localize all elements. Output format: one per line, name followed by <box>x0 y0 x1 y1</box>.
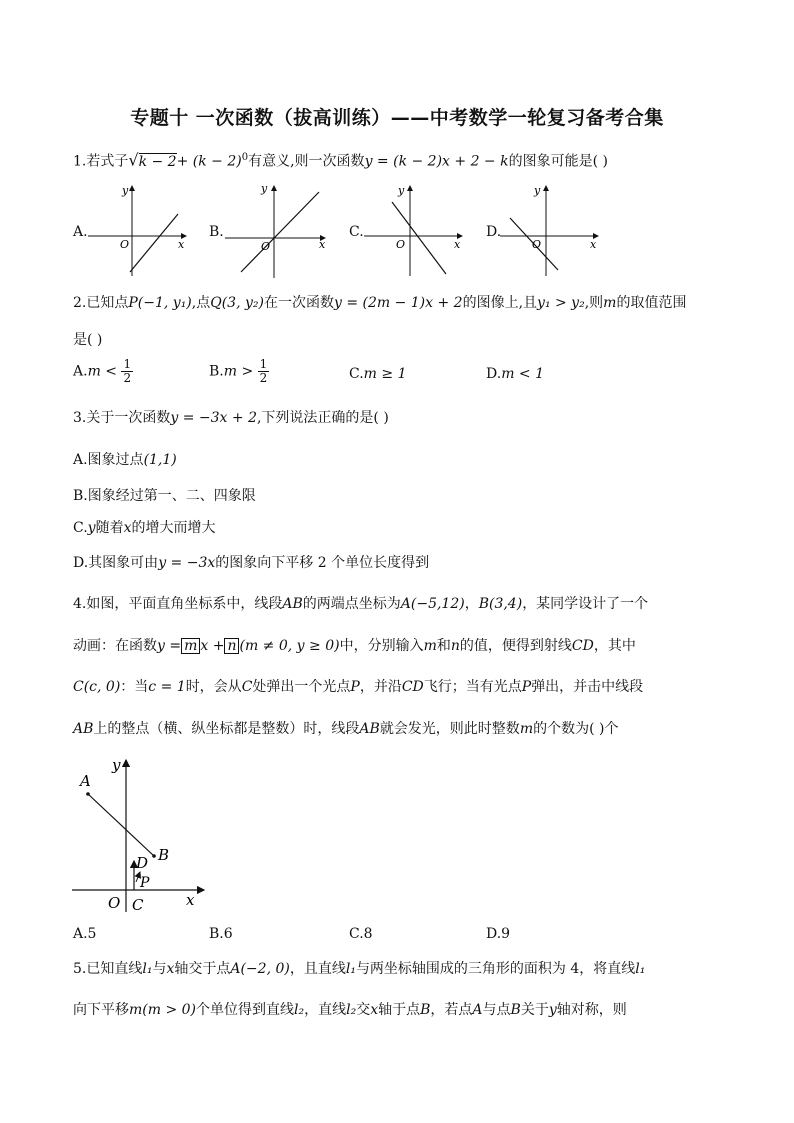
y-axis-label: y <box>398 184 405 197</box>
q2-option-c-label: C. <box>349 366 364 382</box>
q5-b: B <box>420 1002 431 1018</box>
q4-text: 的个数为( )个 <box>533 721 619 737</box>
q2-option-a-label: A. <box>73 363 88 380</box>
x-axis-label: x <box>454 238 461 251</box>
q1-graph-a <box>88 180 192 278</box>
q4-input-box-n: n <box>224 638 239 654</box>
q5-line-l1: l₁ <box>635 961 646 977</box>
q4-x-plus: x + <box>200 638 225 654</box>
q2-option-a <box>73 358 133 385</box>
origin-label: O <box>261 240 271 253</box>
x-axis-label: x <box>590 238 597 251</box>
q4-text: 处弹出一个光点 <box>252 679 351 695</box>
q5-text: 5.已知直线 <box>73 961 143 977</box>
x-axis-label: x <box>186 891 195 909</box>
q3-option-a-text: A.图象过点 <box>73 452 144 468</box>
label-a: A <box>80 772 91 790</box>
q3-option-c-label: C. <box>73 520 88 536</box>
q2-option-a-expr: m < <box>87 363 118 380</box>
q4-text: 就会发光，则此时整数 <box>379 721 520 737</box>
q4-text: ， <box>464 596 479 612</box>
q4-text: 时，会从 <box>185 679 242 695</box>
q4-text: 动画：在函数 <box>73 638 157 654</box>
label-p: P <box>140 875 150 891</box>
q3-option-d-func: y = −3x <box>158 555 216 571</box>
q4-ab-label: AB <box>359 721 380 737</box>
q1-sqrt-expr: k − 2 <box>138 153 177 170</box>
origin-label: O <box>532 238 542 251</box>
q3-option-c-x: x <box>123 520 132 536</box>
q3-option-c-mid: 随着 <box>95 520 124 536</box>
page-title: 专题十 一次函数（拔高训练）——中考数学一轮复习备考合集 <box>130 107 664 129</box>
q1-exponent: 0 <box>241 152 249 163</box>
label-b: B <box>158 846 170 864</box>
q4-text: 弹出，并击中线段 <box>531 679 644 695</box>
q4-segment-ab: AB <box>282 596 303 612</box>
q1-function: y = (k − 2)x + 2 − k <box>364 153 509 170</box>
q5-point-a: A(−2, 0) <box>230 961 290 977</box>
q2-function: y = (2m − 1)x + 2 <box>333 295 463 311</box>
q5-a: A <box>472 1002 483 1018</box>
q4-stem-line2 <box>73 636 733 656</box>
q4-ray-cd: CD <box>571 638 594 654</box>
q5-stem-line1 <box>73 959 733 979</box>
q4-m: m <box>519 721 534 737</box>
q1-option-a-label: A. <box>73 224 88 240</box>
q2-option-b-fraction <box>258 358 270 385</box>
q4-condition: (m ≠ 0, y ≥ 0) <box>239 638 340 654</box>
q4-text: ，并沿 <box>359 679 402 695</box>
q2-text-a: 2.已知点 <box>73 295 129 311</box>
q1-text-c: 有意义,则一次函数 <box>248 153 365 170</box>
q1-text-a: 1.若式子 <box>73 153 129 170</box>
q4-stem-line3 <box>73 677 733 697</box>
q3-option-a <box>73 450 733 470</box>
q2-option-b-label: B. <box>209 363 224 380</box>
y-axis-label: y <box>261 182 268 195</box>
q4-option-c: C.8 <box>349 926 373 942</box>
q5-text: 交 <box>356 1002 371 1018</box>
fraction-numerator: 1 <box>259 357 268 371</box>
q2-point-q: Q(3, y₂) <box>210 295 264 311</box>
q2-option-a-fraction <box>121 358 133 385</box>
q4-cd-label: CD <box>401 679 424 695</box>
q5-text: 向下平移 <box>73 1002 129 1018</box>
q2-option-b-expr: m > <box>223 363 254 380</box>
fraction-numerator: 1 <box>123 357 132 371</box>
q5-line-l1: l₁ <box>345 961 356 977</box>
q5-text: 与 <box>152 961 167 977</box>
q4-option-b: B.6 <box>209 926 233 942</box>
q4-c-value: c = 1 <box>148 679 186 695</box>
q4-p-label: P <box>350 679 360 695</box>
segment-ab <box>88 794 154 856</box>
q1-stem <box>73 148 733 172</box>
function-line <box>241 192 319 272</box>
q4-input-box-m: m <box>181 638 200 654</box>
q2-text-c: 在一次函数 <box>263 295 334 311</box>
q4-text: 的两端点坐标为 <box>302 596 401 612</box>
q4-text: 飞行；当有光点 <box>423 679 522 695</box>
q4-option-a: A.5 <box>73 926 97 942</box>
q5-text: 与两坐标轴围成的三角形的面积为 4，将直线 <box>355 961 636 977</box>
fraction-denominator: 2 <box>259 371 268 385</box>
q2-option-d-expr: m < 1 <box>501 366 545 382</box>
q3-option-b: B.图象经过第一、二、四象限 <box>73 488 256 504</box>
q3-option-c-post: 的增大而增大 <box>131 520 216 536</box>
q2-text-f: 的取值范围 <box>616 295 687 311</box>
q5-m-condition: m(m > 0) <box>129 1002 197 1018</box>
q4-text: ：当 <box>120 679 149 695</box>
sqrt-sign: √ <box>128 150 139 170</box>
q4-point-b: B(3,4) <box>478 596 523 612</box>
q3-text-a: 3.关于一次函数 <box>73 410 171 426</box>
fraction-denominator: 2 <box>123 371 132 385</box>
q5-stem-line2 <box>73 1000 733 1020</box>
q5-text: ，直线 <box>304 1002 347 1018</box>
q4-text: ，某同学设计了一个 <box>522 596 649 612</box>
q3-stem <box>73 408 733 428</box>
q5-y: y <box>548 1002 557 1018</box>
y-axis-label: y <box>534 184 541 197</box>
q4-option-d: D.9 <box>486 926 511 942</box>
q4-figure <box>70 752 210 920</box>
q5-text: ，且直线 <box>289 961 346 977</box>
q4-p-label: P <box>521 679 532 695</box>
q5-text: 轴于点 <box>378 1002 421 1018</box>
q4-ab-label: AB <box>73 721 94 737</box>
q2-option-c-expr: m ≥ 1 <box>363 366 407 382</box>
x-axis-label: x <box>178 238 185 251</box>
x-axis-label: x <box>319 238 326 251</box>
q5-x: x <box>370 1002 379 1018</box>
label-o: O <box>108 894 121 912</box>
q2-stem-line1 <box>73 293 733 313</box>
q1-text-d: 的图象可能是( ) <box>508 153 608 170</box>
q4-n: n <box>450 638 460 654</box>
q4-text: 4.如图，平面直角坐标系中，线段 <box>73 596 283 612</box>
q1-option-c-label: C. <box>349 224 364 240</box>
q4-m: m <box>423 638 437 654</box>
q3-option-d-text: D.其图象可由 <box>73 555 159 571</box>
q5-line-l2: l₂ <box>346 1002 357 1018</box>
y-axis-label: y <box>122 184 129 197</box>
q2-option-d <box>486 366 544 382</box>
q4-text: 上的整点（横、纵坐标都是整数）时，线段 <box>93 721 360 737</box>
q4-text: 的值，便得到射线 <box>459 638 572 654</box>
q1-graph-b <box>225 180 331 280</box>
q4-stem-line4 <box>73 719 733 739</box>
q5-text: ，若点 <box>430 1002 473 1018</box>
q2-option-c <box>349 366 407 382</box>
q1-graph-c <box>364 180 468 278</box>
q3-option-d-post: 的图象向下平移 2 个单位长度得到 <box>215 555 430 571</box>
point-a <box>86 792 90 796</box>
q5-text: 关于 <box>520 1002 549 1018</box>
q5-text: 轴对称，则 <box>556 1002 627 1018</box>
q1-power-expr: + (k − 2) <box>176 153 242 170</box>
q2-text-d: 的图像上,且 <box>462 295 538 311</box>
q1-option-d-label: D. <box>486 224 502 240</box>
q1-graph-d <box>500 180 604 278</box>
q3-text-b: ,下列说法正确的是( ) <box>256 410 389 426</box>
q1-option-b-label: B. <box>209 224 224 240</box>
q3-option-c <box>73 518 733 538</box>
q3-option-c-y: y <box>87 520 96 536</box>
y-axis-label: y <box>112 756 121 774</box>
label-d: D <box>136 854 149 872</box>
q5-x: x <box>166 961 175 977</box>
q5-text: 轴交于点 <box>174 961 231 977</box>
q5-text: 个单位得到直线 <box>196 1002 295 1018</box>
q5-text: 与点 <box>482 1002 511 1018</box>
q2-option-d-label: D. <box>486 366 502 382</box>
q2-stem-line2: 是( ) <box>73 332 103 348</box>
q4-stem-line1 <box>73 594 733 614</box>
q3-function: y = −3x + 2 <box>170 410 257 426</box>
q2-text-e: ,则 <box>584 295 604 311</box>
q2-point-p: P(−1, y₁) <box>128 295 192 311</box>
origin-label: O <box>396 238 406 251</box>
q2-m: m <box>603 295 617 311</box>
q4-c-label: C <box>241 679 253 695</box>
point-b <box>152 854 156 858</box>
q4-point-a: A(−5,12) <box>400 596 465 612</box>
q4-text: ，其中 <box>593 638 636 654</box>
q4-point-c: C(c, 0) <box>73 679 121 695</box>
q4-text: 中，分别输入 <box>339 638 424 654</box>
q3-option-a-point: (1,1) <box>143 452 177 468</box>
origin-label: O <box>120 238 130 251</box>
q2-text-b: ,点 <box>191 295 211 311</box>
q3-option-d <box>73 553 733 573</box>
q5-line-l2: l₂ <box>294 1002 305 1018</box>
q2-inequality: y₁ > y₂ <box>537 295 585 311</box>
function-line <box>130 214 178 272</box>
q4-text: 和 <box>436 638 451 654</box>
q5-line-l1: l₁ <box>142 961 153 977</box>
q2-option-b <box>209 358 269 385</box>
label-c: C <box>132 896 144 914</box>
q5-b: B <box>510 1002 521 1018</box>
q4-y-equals: y = <box>157 638 182 654</box>
